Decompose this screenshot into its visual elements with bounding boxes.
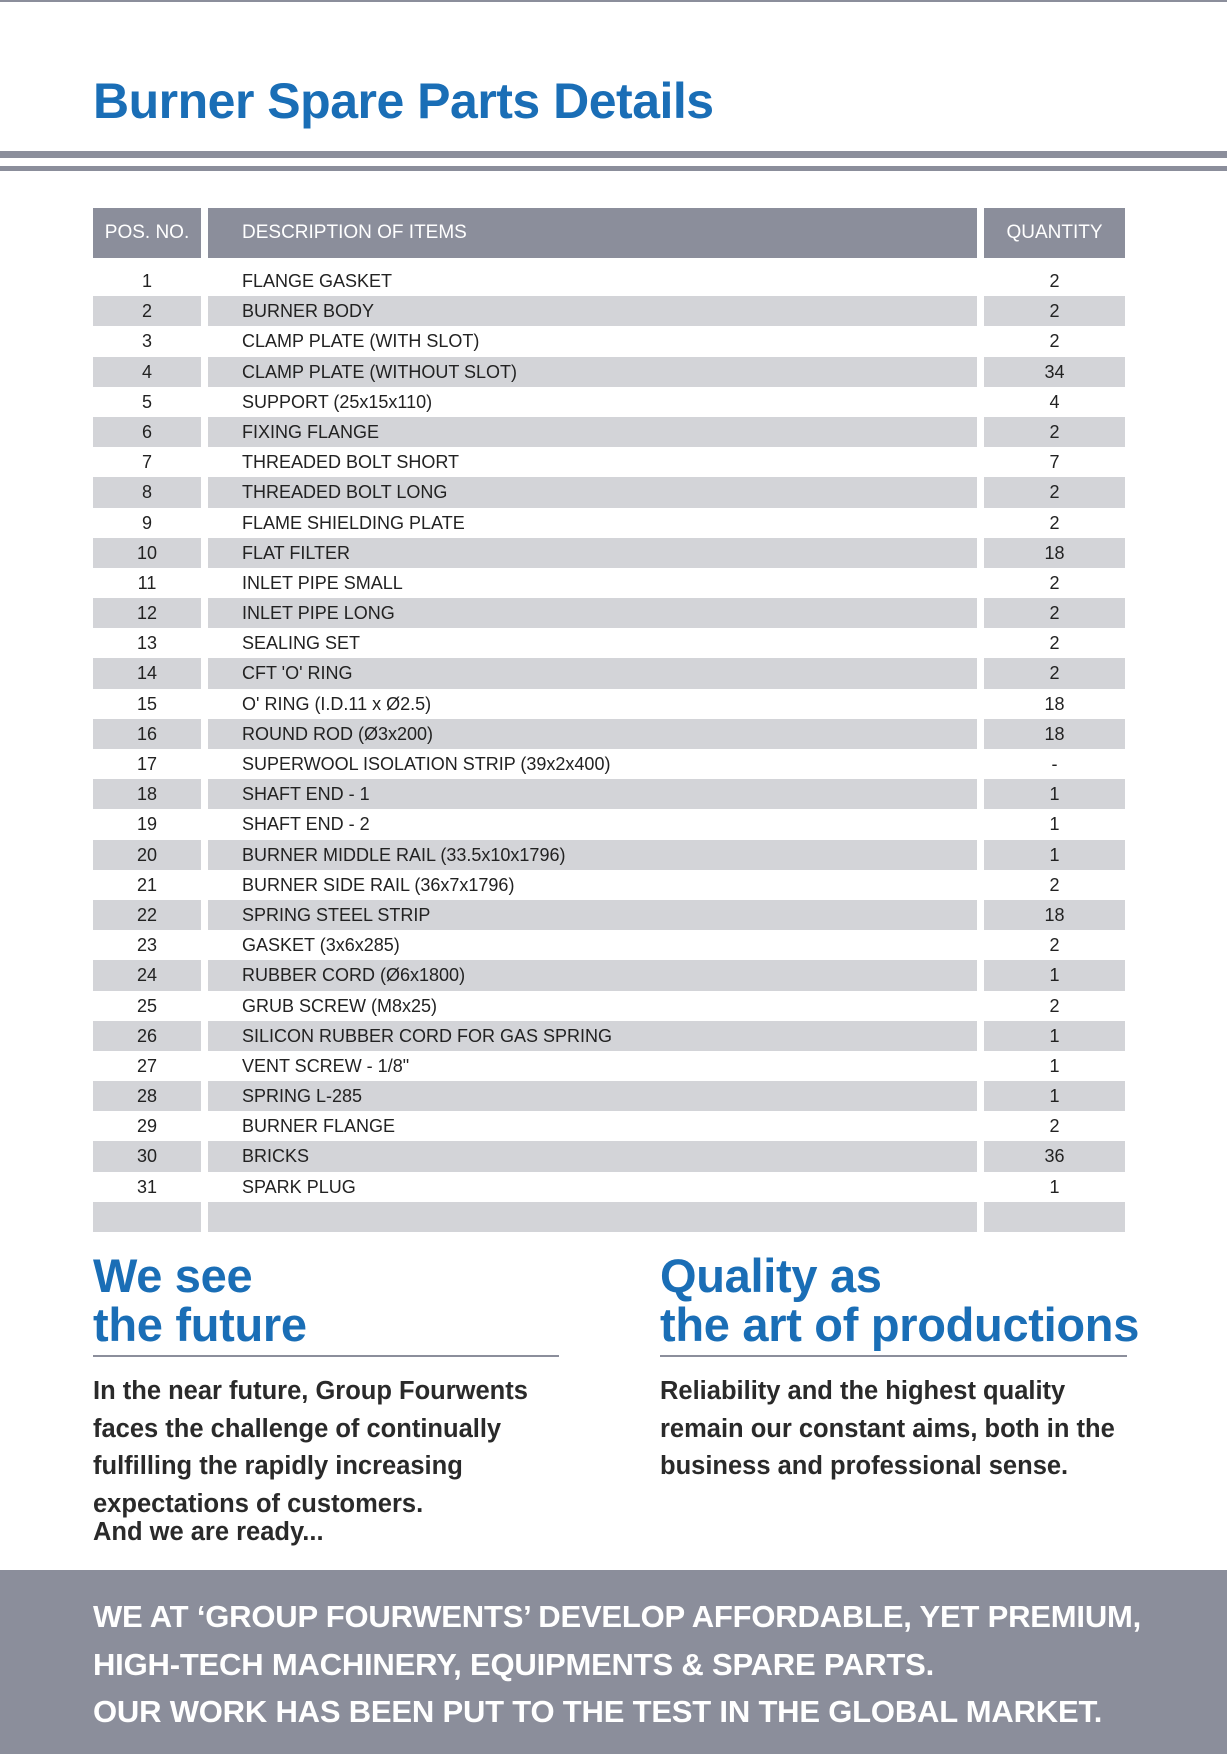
- cell-description: SUPPORT (25x15x110): [242, 391, 433, 412]
- table-row: [93, 628, 1125, 658]
- cell-description: O' RING (I.D.11 x Ø2.5): [242, 693, 432, 714]
- table-row: [93, 1021, 1125, 1051]
- cell-description: BRICKS: [208, 1141, 977, 1171]
- cell-pos-no: 16: [93, 719, 201, 749]
- cell-description: SPRING STEEL STRIP: [208, 900, 977, 930]
- left-section-heading: [93, 1251, 307, 1349]
- cell-quantity: 1: [984, 1081, 1125, 1111]
- cell-description: GRUB SCREW (M8x25): [242, 995, 438, 1016]
- cell-description: SEALING SET: [242, 633, 361, 654]
- cell-description: [208, 1202, 977, 1232]
- footer-line-3: OUR WORK HAS BEEN PUT TO THE TEST IN THE GLOBAL MARKET.: [93, 1694, 1103, 1729]
- cell-pos-no: 24: [93, 960, 201, 990]
- cell-description: SHAFT END - 2: [242, 814, 370, 835]
- cell-description: SPRING L-285: [208, 1081, 977, 1111]
- cell-description: THREADED BOLT LONG: [208, 477, 977, 507]
- footer-line-1: WE AT ‘GROUP FOURWENTS’ DEVELOP AFFORDABLE, YET PREMIUM,: [93, 1599, 1142, 1634]
- table-row: [93, 960, 1125, 990]
- cell-pos-no: 12: [93, 598, 201, 628]
- table-row: [93, 1081, 1125, 1111]
- cell-description: RUBBER CORD (Ø6x1800): [208, 960, 977, 990]
- header-pos-no: POS. NO.: [93, 208, 201, 258]
- cell-quantity: 2: [984, 417, 1125, 447]
- cell-description: BURNER FLANGE: [242, 1116, 396, 1137]
- cell-pos-no: 31: [136, 1176, 158, 1197]
- cell-quantity: 1: [984, 960, 1125, 990]
- cell-pos-no: 28: [93, 1081, 201, 1111]
- title-divider-thin: [0, 166, 1227, 171]
- cell-description: GASKET (3x6x285): [242, 935, 400, 956]
- page-title: Burner Spare Parts Details: [93, 73, 714, 129]
- cell-pos-no: 26: [93, 1021, 201, 1051]
- cell-pos-no: 9: [141, 512, 152, 533]
- right-section-text: Reliability and the highest quality remain our constant aims, both in the business and professional sense.: [660, 1377, 1115, 1480]
- header-quantity: QUANTITY: [984, 208, 1125, 258]
- cell-quantity: 18: [984, 719, 1125, 749]
- cell-quantity: 2: [1049, 572, 1060, 593]
- table-row: [93, 809, 1125, 839]
- cell-pos-no: 30: [93, 1141, 201, 1171]
- table-row: [93, 326, 1125, 356]
- cell-pos-no: 27: [136, 1055, 158, 1076]
- cell-quantity: 1: [1049, 814, 1060, 835]
- cell-description: SPARK PLUG: [242, 1176, 356, 1197]
- table-body: [93, 266, 1125, 1232]
- spare-parts-table: [93, 208, 1125, 1197]
- cell-description: BURNER BODY: [208, 296, 977, 326]
- right-section-rule: [660, 1355, 1127, 1357]
- cell-pos-no: 18: [93, 779, 201, 809]
- cell-quantity: -: [1051, 754, 1058, 774]
- cell-pos-no: 4: [93, 357, 201, 387]
- cell-quantity: 36: [984, 1141, 1125, 1171]
- cell-description: INLET PIPE LONG: [208, 598, 977, 628]
- cell-quantity: 1: [984, 840, 1125, 870]
- left-section-rule: [93, 1355, 559, 1357]
- cell-description: BURNER SIDE RAIL (36x7x1796): [242, 874, 515, 895]
- cell-quantity: 2: [984, 477, 1125, 507]
- cell-quantity: 2: [1049, 512, 1060, 533]
- cell-pos-no: 25: [136, 995, 158, 1016]
- cell-pos-no: 2: [93, 296, 201, 326]
- cell-description: CLAMP PLATE (WITH SLOT): [242, 331, 480, 352]
- cell-pos-no: 17: [136, 754, 158, 774]
- cell-pos-no: 15: [136, 693, 158, 714]
- cell-quantity: 2: [1049, 271, 1060, 291]
- cell-description: FIXING FLANGE: [208, 417, 977, 447]
- cell-description: CLAMP PLATE (WITHOUT SLOT): [208, 357, 977, 387]
- cell-description: BURNER MIDDLE RAIL (33.5x10x1796): [208, 840, 977, 870]
- cell-quantity: 2: [984, 296, 1125, 326]
- footer-banner: [0, 1570, 1227, 1754]
- cell-pos-no: 22: [93, 900, 201, 930]
- title-divider-thick: [0, 151, 1227, 158]
- table-row: [93, 357, 1125, 387]
- cell-description: THREADED BOLT SHORT: [242, 452, 460, 473]
- table-row: [93, 447, 1125, 477]
- right-heading-line2: the art of productions: [660, 1298, 1140, 1351]
- cell-description: FLANGE GASKET: [242, 271, 393, 291]
- cell-quantity: 18: [1044, 693, 1065, 714]
- cell-quantity: 2: [1049, 633, 1060, 654]
- cell-quantity: 18: [984, 538, 1125, 568]
- table-row: [93, 779, 1125, 809]
- cell-quantity: 4: [1049, 391, 1060, 412]
- cell-quantity: 2: [1049, 331, 1060, 352]
- right-heading-line1: Quality as: [660, 1249, 882, 1302]
- cell-description: SUPERWOOL ISOLATION STRIP (39x2x400): [242, 754, 611, 774]
- cell-pos-no: 7: [141, 452, 152, 473]
- right-section-heading: [660, 1251, 1139, 1349]
- table-row: [93, 387, 1125, 417]
- cell-pos-no: 21: [136, 874, 158, 895]
- cell-quantity: 1: [984, 779, 1125, 809]
- table-row: [93, 1202, 1125, 1232]
- cell-pos-no: 19: [136, 814, 158, 835]
- cell-pos-no: [93, 1202, 201, 1232]
- cell-quantity: 2: [984, 598, 1125, 628]
- cell-pos-no: 14: [93, 658, 201, 688]
- cell-description: VENT SCREW - 1/8": [242, 1055, 410, 1076]
- table-row: [93, 658, 1125, 688]
- table-row: [93, 719, 1125, 749]
- cell-description: INLET PIPE SMALL: [242, 572, 403, 593]
- table-row: [93, 477, 1125, 507]
- cell-pos-no: 8: [93, 477, 201, 507]
- cell-description: FLAME SHIELDING PLATE: [242, 512, 465, 533]
- cell-pos-no: 29: [136, 1116, 158, 1137]
- table-row: [93, 417, 1125, 447]
- cell-quantity: 2: [1049, 935, 1060, 956]
- cell-pos-no: 20: [93, 840, 201, 870]
- left-section-ready: And we are ready...: [93, 1518, 324, 1546]
- left-heading-line1: We see: [93, 1249, 253, 1302]
- table-header: [93, 208, 1125, 258]
- top-border-line: [0, 0, 1227, 2]
- table-row: [93, 598, 1125, 628]
- cell-quantity: 1: [984, 1021, 1125, 1051]
- left-section-text: In the near future, Group Fourwents faces the challenge of continually fulfilling the rapidly increasing expectations of customers.: [93, 1377, 528, 1518]
- table-row: [93, 1172, 1125, 1202]
- cell-description: CFT 'O' RING: [208, 658, 977, 688]
- table-row: [93, 689, 1125, 719]
- table-row: [93, 870, 1125, 900]
- cell-quantity: 2: [1049, 874, 1060, 895]
- cell-description: SILICON RUBBER CORD FOR GAS SPRING: [208, 1021, 977, 1051]
- cell-quantity: 1: [1049, 1055, 1060, 1076]
- table-row: [93, 296, 1125, 326]
- cell-quantity: 2: [1049, 1116, 1060, 1137]
- table-row: [93, 1051, 1125, 1081]
- cell-pos-no: 13: [136, 633, 158, 654]
- table-row: [93, 538, 1125, 568]
- cell-pos-no: 5: [141, 391, 152, 412]
- cell-description: SHAFT END - 1: [208, 779, 977, 809]
- table-row: [93, 568, 1125, 598]
- cell-quantity: 1: [1049, 1176, 1060, 1197]
- cell-quantity: 18: [984, 900, 1125, 930]
- table-row: [93, 930, 1125, 960]
- left-heading-line2: the future: [93, 1298, 307, 1351]
- cell-pos-no: 23: [136, 935, 158, 956]
- cell-quantity: [984, 1202, 1125, 1232]
- cell-pos-no: 10: [93, 538, 201, 568]
- cell-quantity: 2: [984, 658, 1125, 688]
- table-row: [93, 266, 1125, 296]
- cell-pos-no: 3: [141, 331, 152, 352]
- table-row: [93, 1141, 1125, 1171]
- cell-quantity: 7: [1049, 452, 1060, 473]
- cell-quantity: 34: [984, 357, 1125, 387]
- cell-description: ROUND ROD (Ø3x200): [208, 719, 977, 749]
- cell-quantity: 2: [1049, 995, 1060, 1016]
- table-row: [93, 508, 1125, 538]
- table-row: [93, 900, 1125, 930]
- table-row: [93, 749, 1125, 779]
- table-row: [93, 840, 1125, 870]
- header-description: DESCRIPTION OF ITEMS: [208, 208, 977, 258]
- cell-pos-no: 1: [141, 271, 152, 291]
- table-row: [93, 991, 1125, 1021]
- table-row: [93, 1111, 1125, 1141]
- footer-line-2: HIGH-TECH MACHINERY, EQUIPMENTS & SPARE PARTS.: [93, 1647, 935, 1682]
- cell-description: FLAT FILTER: [208, 538, 977, 568]
- cell-pos-no: 11: [137, 572, 157, 593]
- cell-pos-no: 6: [93, 417, 201, 447]
